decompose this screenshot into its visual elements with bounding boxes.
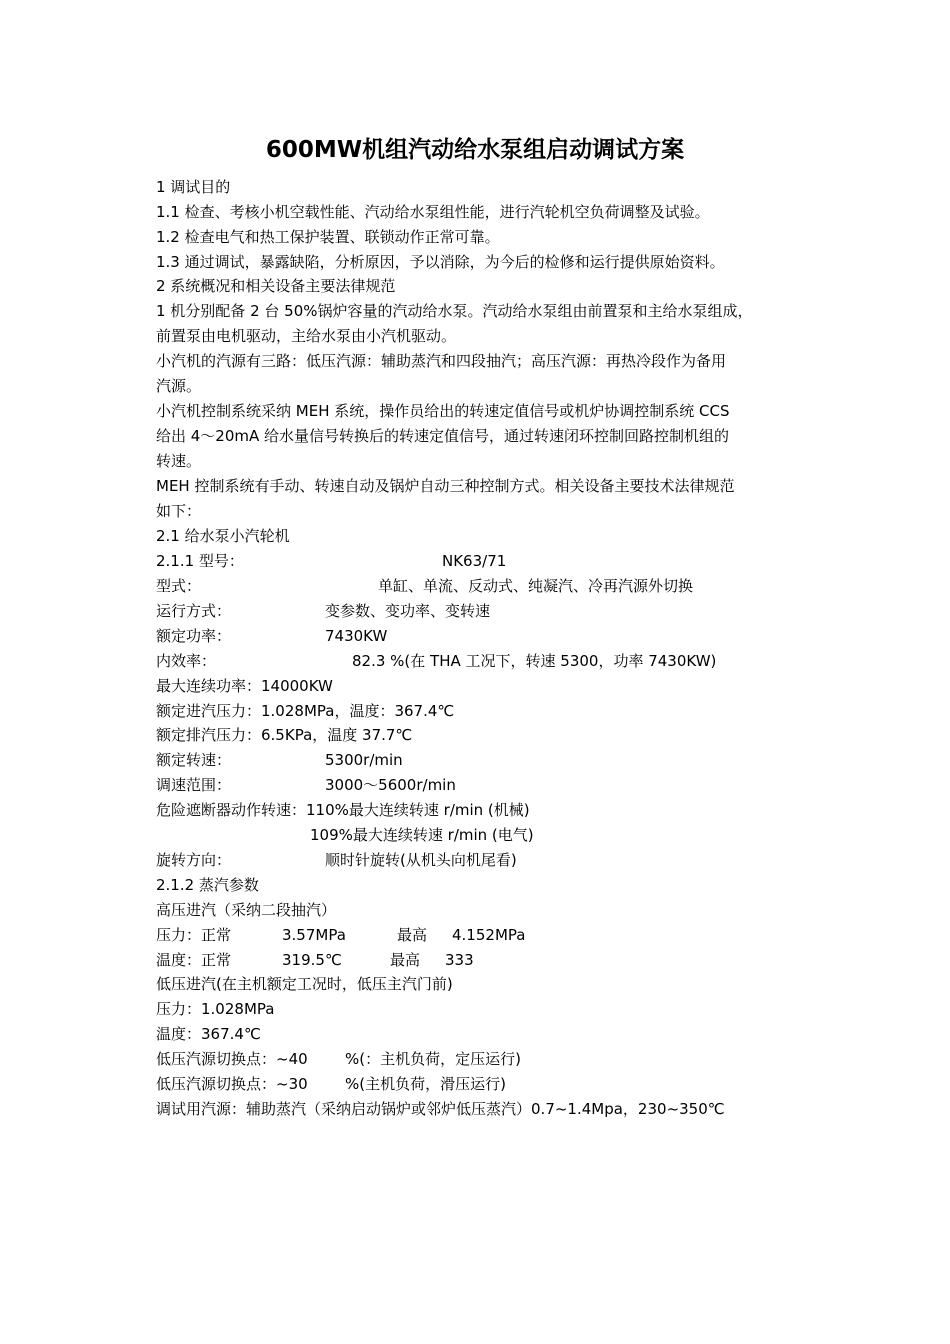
spec-label: 内效率： xyxy=(156,652,217,670)
spec-label: 额定功率： xyxy=(156,627,232,645)
paragraph-line: MEH 控制系统有手动、转速自动及锅炉自动三种控制方式。相关设备主要技术法律规范 xyxy=(156,477,735,495)
spec-value: 109%最大连续转速 r/min (电气) xyxy=(310,826,534,844)
section-2-1-heading: 2.1 给水泵小汽轮机 xyxy=(156,527,290,545)
spec-value: 5300r/min xyxy=(325,751,403,769)
spec-max-power: 最大连续功率：14000KW xyxy=(156,677,333,695)
spec-value: 333 xyxy=(445,951,474,969)
spec-value: 4.152MPa xyxy=(452,926,526,944)
spec-label: 型式： xyxy=(156,577,202,595)
spec-value: 7430KW xyxy=(325,627,388,645)
spec-trip-mechanical: 危险遮断器动作转速：110%最大连续转速 r/min (机械) xyxy=(156,801,530,819)
spec-value: 319.5℃ xyxy=(282,951,342,969)
spec-value: 顺时针旋转(从机头向机尾看) xyxy=(325,851,517,869)
lp-temperature: 温度：367.4℃ xyxy=(156,1025,261,1043)
spec-value: 3.57MPa xyxy=(282,926,346,944)
lp-pressure: 压力：1.028MPa xyxy=(156,1000,275,1018)
spec-label: 最高 xyxy=(397,926,428,944)
paragraph-line: 前置泵由电机驱动，主给水泵由小汽机驱动。 xyxy=(156,327,457,345)
spec-exhaust: 额定排汽压力：6.5KPa，温度 37.7℃ xyxy=(156,726,413,744)
item-1-3: 1.3 通过调试，暴露缺陷，分析原因，予以消除，为今后的检修和运行提供原始资料。 xyxy=(156,253,725,271)
spec-label: 最高 xyxy=(390,951,421,969)
page-title: 600MW机组汽动给水泵组启动调试方案 xyxy=(265,137,685,163)
spec-label: 运行方式： xyxy=(156,602,232,620)
section-2-heading: 2 系统概况和相关设备主要法律规范 xyxy=(156,277,396,295)
test-steam-source: 调试用汽源：辅助蒸汽（采纳启动锅炉或邻炉低压蒸汽）0.7~1.4Mpa，230~350℃ xyxy=(156,1100,725,1118)
paragraph-line: 小汽机控制系统采纳 MEH 系统，操作员给出的转速定值信号或机炉协调控制系统 CCS xyxy=(156,402,730,420)
spec-inlet: 额定进汽压力：1.028MPa，温度：367.4℃ xyxy=(156,702,455,720)
spec-label: 旋转方向： xyxy=(156,851,232,869)
paragraph-line: 1 机分别配备 2 台 50%锅炉容量的汽动给水泵。汽动给水泵组由前置泵和主给水泵组成， xyxy=(156,302,753,320)
spec-label: 压力：正常 xyxy=(156,926,232,944)
spec-value: %(主机负荷，滑压运行) xyxy=(345,1075,506,1093)
spec-label: 温度：正常 xyxy=(156,951,232,969)
paragraph-line: 汽源。 xyxy=(156,377,202,395)
paragraph-line: 如下： xyxy=(156,502,202,520)
spec-value: 单缸、单流、反动式、纯凝汽、冷再汽源外切换 xyxy=(378,577,694,595)
paragraph-line: 给出 4～20mA 给水量信号转换后的转速定值信号，通过转速闭环控制回路控制机组的 xyxy=(156,427,730,445)
item-1-2: 1.2 检查电气和热工保护装置、联锁动作正常可靠。 xyxy=(156,228,500,246)
hp-steam-heading: 高压进汽（采纳二段抽汽） xyxy=(156,901,337,919)
spec-label: 调速范围： xyxy=(156,776,232,794)
spec-label: 2.1.1 型号： xyxy=(156,552,244,570)
item-1-1: 1.1 检查、考核小机空载性能、汽动给水泵组性能，进行汽轮机空负荷调整及试验。 xyxy=(156,203,710,221)
section-2-1-2-heading: 2.1.2 蒸汽参数 xyxy=(156,876,259,894)
spec-value: NK63/71 xyxy=(442,552,507,570)
paragraph-line: 转速。 xyxy=(156,452,202,470)
spec-value: 3000～5600r/min xyxy=(325,776,456,794)
spec-value: 82.3 %(在 THA 工况下，转速 5300，功率 7430KW) xyxy=(352,652,717,670)
lp-steam-heading: 低压进汽(在主机额定工况时，低压主汽门前) xyxy=(156,975,453,993)
spec-label: 低压汽源切换点：~40 xyxy=(156,1050,308,1068)
spec-label: 额定转速： xyxy=(156,751,232,769)
section-1-heading: 1 调试目的 xyxy=(156,178,231,196)
spec-label: 低压汽源切换点：~30 xyxy=(156,1075,308,1093)
spec-value: %(：主机负荷，定压运行) xyxy=(345,1050,521,1068)
paragraph-line: 小汽机的汽源有三路：低压汽源：辅助蒸汽和四段抽汽；高压汽源：再热冷段作为备用 xyxy=(156,352,727,370)
spec-value: 变参数、变功率、变转速 xyxy=(325,602,491,620)
